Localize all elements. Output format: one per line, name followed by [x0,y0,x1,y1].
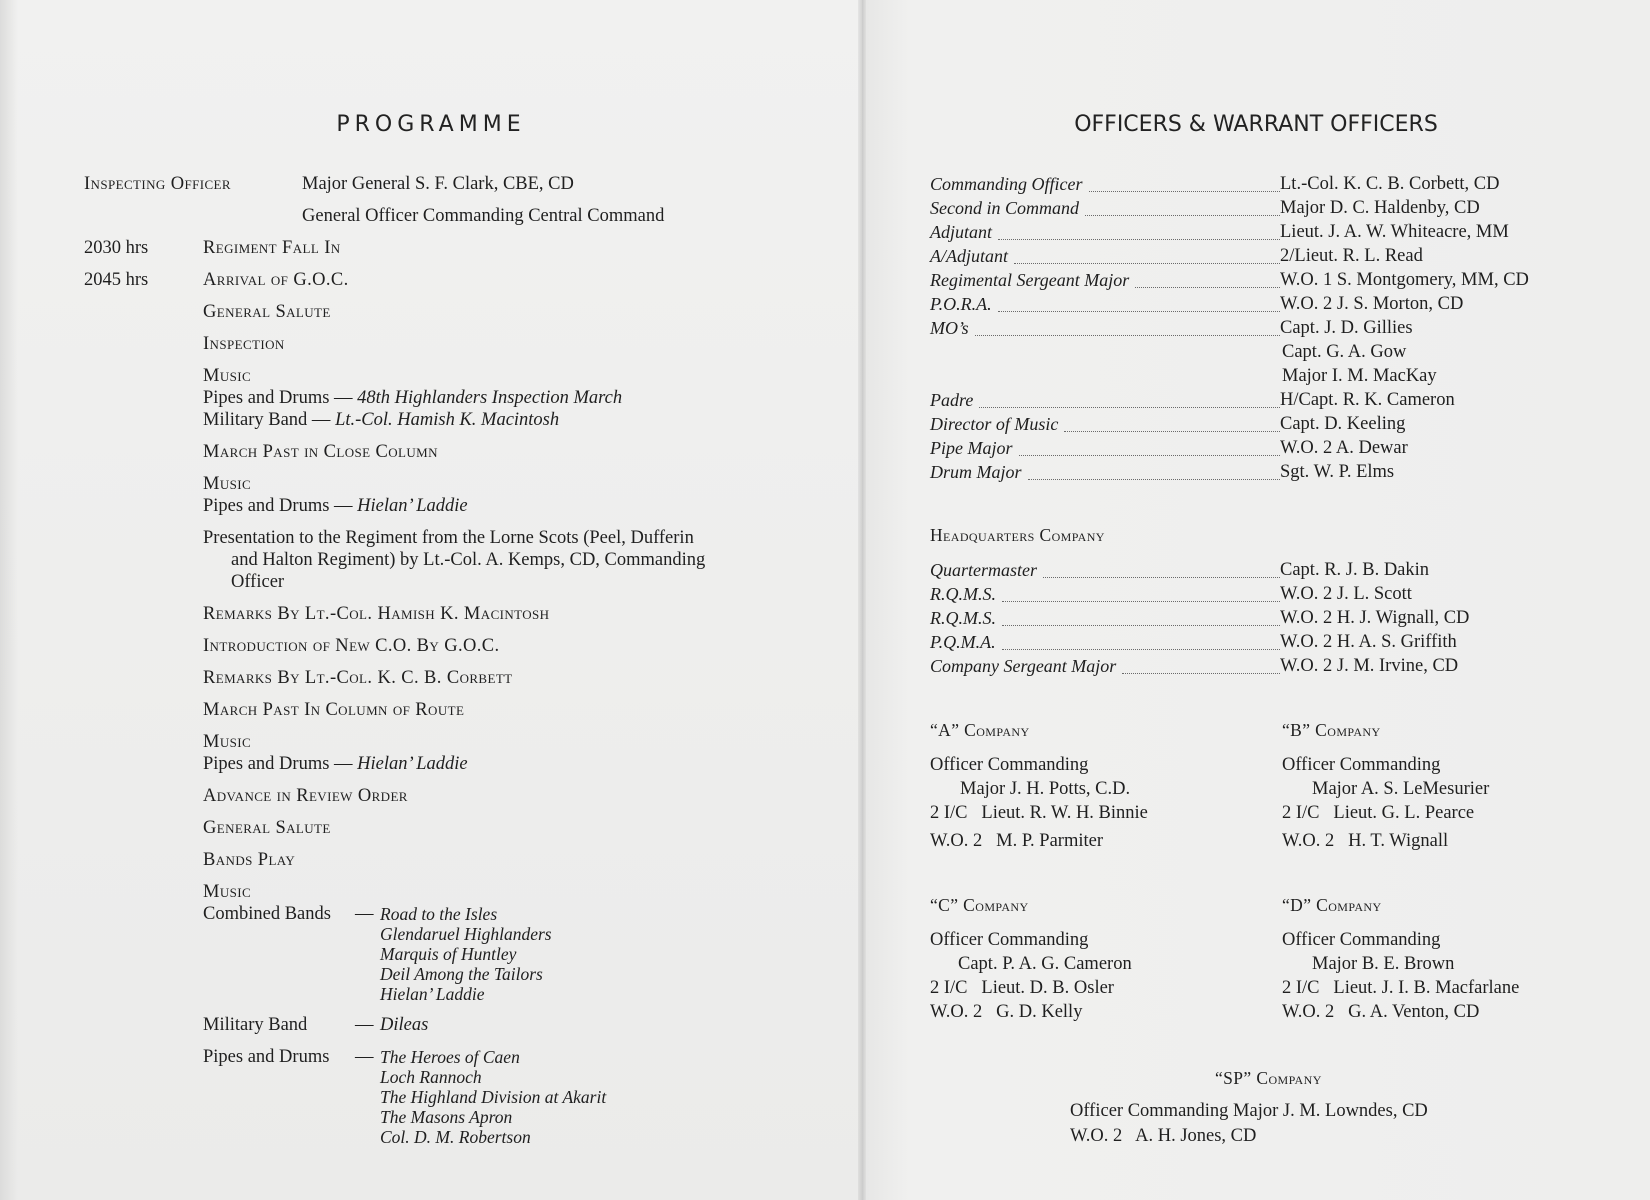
tune-title: The Highland Division at Akarit [380,1087,607,1107]
music-line [203,387,622,409]
time-2030: 2030 hrs [84,238,149,258]
item-bands-play: Bands Play [203,850,296,870]
tune-title: Dileas [380,1015,429,1035]
leader-dots [979,390,1280,408]
item-advance-review-order: Advance in Review Order [203,786,408,806]
company-sp-heading: “SP” Company [1215,1068,1322,1088]
leader-dots [1122,656,1280,674]
company-c-wo: W.O. 2 G. D. Kelly [930,1002,1083,1022]
presentation-line: Presentation to the Regiment from the Lorne Scots (Peel, Dufferin [203,528,694,548]
music-performer: Pipes and Drums — [203,388,353,408]
officer-name: Major D. C. Haldenby, CD [1280,198,1480,218]
music-performer: Pipes and Drums — [203,754,353,774]
tune-title: The Heroes of Caen [380,1047,520,1067]
officer-name: 2/Lieut. R. L. Read [1280,246,1423,266]
officer-name: Major I. M. MacKay [1282,366,1437,386]
tune-title: Deil Among the Tailors [380,964,543,984]
leader-dots [1002,632,1280,650]
officer-role: Padre [930,390,974,410]
pipes-drums-label: Pipes and Drums [203,1047,330,1067]
officer-name: W.O. 2 J. L. Scott [1280,584,1412,604]
leader-dots [975,318,1280,336]
inspecting-officer-title: General Officer Commanding Central Command [302,206,665,226]
military-band-label: Military Band [203,1015,308,1035]
company-a-wo: W.O. 2 M. P. Parmiter [930,831,1104,851]
tune-title: Marquis of Huntley [380,944,517,964]
combined-bands-dash: — [355,904,374,924]
officer-name: H/Capt. R. K. Cameron [1280,390,1455,410]
leader-dots [998,294,1280,312]
inspecting-officer-label: Inspecting Officer [84,174,231,194]
item-inspection: Inspection [203,334,285,354]
time-2045: 2045 hrs [84,270,149,290]
officer-name: Capt. G. A. Gow [1282,342,1407,362]
leader-dots [1089,174,1281,192]
officer-row [930,462,1580,486]
page-edge [0,0,18,1200]
company-b-oc-label: Officer Commanding [1282,755,1441,775]
officer-role: Drum Major [930,462,1022,482]
leader-dots [1028,462,1280,480]
presentation-line: Officer [231,572,285,592]
officer-row [930,270,1580,294]
officer-row [930,174,1580,198]
officer-name: W.O. 2 H. J. Wignall, CD [1280,608,1470,628]
officer-name: W.O. 2 J. M. Irvine, CD [1280,656,1459,676]
company-b-2ic: 2 I/C Lieut. G. L. Pearce [1282,803,1475,823]
leader-dots [1043,560,1280,578]
music-title: Hielan’ Laddie [357,754,468,774]
presentation-line: and Halton Regiment) by Lt.-Col. A. Kemps, CD, Commanding [231,550,706,570]
officer-role: R.Q.M.S. [930,608,996,628]
tune-title: Glendaruel Highlanders [380,924,552,944]
company-a-2ic: 2 I/C Lieut. R. W. H. Binnie [930,803,1148,823]
leader-dots [1064,414,1280,432]
officer-row [930,294,1580,318]
combined-bands-label: Combined Bands [203,904,331,924]
military-band-dash: — [355,1015,374,1035]
officer-row [930,222,1580,246]
company-c-oc-name: Capt. P. A. G. Cameron [958,954,1132,974]
company-c-2ic: 2 I/C Lieut. D. B. Osler [930,978,1114,998]
page-fold [858,0,866,1200]
officer-row [930,656,1580,680]
item-general-salute: General Salute [203,818,331,838]
leader-dots [1014,246,1280,264]
item-remarks-corbett: Remarks By Lt.-Col. K. C. B. Corbett [203,668,513,688]
officer-name: Capt. J. D. Gillies [1280,318,1413,338]
officer-name: W.O. 2 A. Dewar [1280,438,1408,458]
officer-role: MO’s [930,318,969,338]
inspecting-officer-name: Major General S. F. Clark, CBE, CD [302,174,574,194]
music-performer: Pipes and Drums — [203,496,353,516]
officer-name: Capt. R. J. B. Dakin [1280,560,1430,580]
officer-row [930,390,1580,414]
music-label: Music [203,732,252,752]
officer-role: Commanding Officer [930,174,1083,194]
officer-role: P.Q.M.A. [930,632,996,652]
company-sp-oc: Officer Commanding Major J. M. Lowndes, CD [1070,1101,1428,1121]
leader-dots [1002,584,1280,602]
music-title: Lt.-Col. Hamish K. Macintosh [335,410,560,430]
officer-name: Capt. D. Keeling [1280,414,1406,434]
music-title: Hielan’ Laddie [357,496,468,516]
tune-title: Loch Rannoch [380,1067,482,1087]
company-d-oc-label: Officer Commanding [1282,930,1441,950]
item-march-past-column-route: March Past In Column of Route [203,700,465,720]
tune-title: Hielan’ Laddie [380,984,485,1004]
pipes-drums-dash: — [355,1047,374,1067]
officer-name: Sgt. W. P. Elms [1280,462,1395,482]
item-arrival-goc: Arrival of G.O.C. [203,270,349,290]
officer-role: Adjutant [930,222,992,242]
item-remarks-macintosh: Remarks By Lt.-Col. Hamish K. Macintosh [203,604,550,624]
company-d-2ic: 2 I/C Lieut. J. I. B. Macfarlane [1282,978,1520,998]
officer-row [930,414,1580,438]
officer-name: W.O. 2 J. S. Morton, CD [1280,294,1464,314]
officer-name: Lt.-Col. K. C. B. Corbett, CD [1280,174,1500,194]
music-line [203,495,468,517]
company-d-heading: “D” Company [1282,895,1382,915]
company-b-wo: W.O. 2 H. T. Wignall [1282,831,1449,851]
company-sp-wo: W.O. 2 A. H. Jones, CD [1070,1126,1257,1146]
music-line [203,409,559,431]
officers-heading: OFFICERS & WARRANT OFFICERS [1074,112,1438,137]
officer-role: R.Q.M.S. [930,584,996,604]
officer-row [930,560,1580,584]
officer-role: Regimental Sergeant Major [930,270,1130,290]
officer-row [930,608,1580,632]
pipes-drums-tunes [380,1047,606,1147]
officer-name: W.O. 1 S. Montgomery, MM, CD [1280,270,1529,290]
tune-title: Road to the Isles [380,904,498,924]
officer-row [930,246,1580,270]
officer-row [930,438,1580,462]
company-d-wo: W.O. 2 G. A. Venton, CD [1282,1002,1480,1022]
company-a-heading: “A” Company [930,720,1030,740]
officer-role: A/Adjutant [930,246,1008,266]
company-c-oc-label: Officer Commanding [930,930,1089,950]
officer-row [930,632,1580,656]
company-b-heading: “B” Company [1282,720,1381,740]
combined-bands-tunes [380,904,552,1004]
music-performer: Military Band — [203,410,331,430]
hq-company-heading: Headquarters Company [930,525,1105,545]
item-introduction-new-co: Introduction of New C.O. By G.O.C. [203,636,500,656]
officer-name: W.O. 2 H. A. S. Griffith [1280,632,1457,652]
item-march-past-close-column: March Past in Close Column [203,442,438,462]
music-line [203,753,468,775]
officer-name: Lieut. J. A. W. Whiteacre, MM [1280,222,1509,242]
leader-dots [1085,198,1280,216]
music-label: Music [203,366,252,386]
company-d-oc-name: Major B. E. Brown [1312,954,1455,974]
leader-dots [1135,270,1280,288]
officer-row [930,198,1580,222]
officer-role: Company Sergeant Major [930,656,1117,676]
company-a-oc-label: Officer Commanding [930,755,1089,775]
officer-role: Director of Music [930,414,1059,434]
leader-dots [1019,438,1281,456]
officer-role: P.O.R.A. [930,294,992,314]
item-general-salute: General Salute [203,302,331,322]
leader-dots [998,222,1280,240]
officer-role: Quartermaster [930,560,1037,580]
music-label: Music [203,882,252,902]
company-c-heading: “C” Company [930,895,1029,915]
tune-title: Col. D. M. Robertson [380,1127,531,1147]
tune-title: The Masons Apron [380,1107,513,1127]
company-b-oc-name: Major A. S. LeMesurier [1312,779,1490,799]
company-a-oc-name: Major J. H. Potts, C.D. [960,779,1131,799]
music-title: 48th Highlanders Inspection March [357,388,623,408]
officer-row [930,584,1580,608]
officer-role: Second in Command [930,198,1079,218]
leader-dots [1002,608,1280,626]
programme-heading: PROGRAMME [336,112,526,137]
item-regiment-fall-in: Regiment Fall In [203,238,341,258]
music-label: Music [203,474,252,494]
officer-role: Pipe Major [930,438,1013,458]
officer-row [930,318,1580,342]
